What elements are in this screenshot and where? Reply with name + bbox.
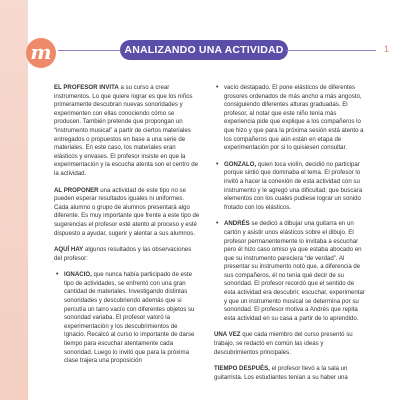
paragraph-body: el profesor llevó a la sala un guitarrista. Los estudiantes tenían a su haber una bbox=[214, 365, 348, 381]
bullet-item-ignacio bbox=[54, 271, 200, 366]
paragraph-lead: EL PROFESOR INVITA bbox=[54, 84, 119, 91]
text-column-right bbox=[214, 84, 366, 382]
paragraph bbox=[214, 331, 366, 357]
paragraph-lead: TIEMPO DESPUÉS, bbox=[214, 365, 270, 373]
bullet-lead: GONZALO, bbox=[224, 160, 257, 168]
bullet-body: se dedicó a dibujar una guitarra en un cartón y asistir unos elásticos sobre el dibujo. El profesor permanentemente lo invitaba a escuchar pero él hizo caso omiso ya que estaba abocado en que su instrumento pareciera “de verdad”. Al presentar su instrumento notó que, a diferencia de sus compañeros, él no tenía qué decir de su sonoridad. El profesor recordó que el sentido de esta actividad era descubrir, escuchar, experimentar y que un instrumento musical se determina por su sonoridad. El profesor motiva a Andrés que repita esta actividad en su casa a partir de lo aprendido. bbox=[224, 220, 365, 322]
paragraph bbox=[54, 246, 200, 263]
paragraph-body: una actividad de este tipo no se pueden esperar resultados iguales ni uniformes. Cada alumno o grupo de alumnos presentará algo diferente. Es muy importante que frente a este tipo de sugerencias el profesor esté atento al proceso y esté dispuesto a ayudar, sugerir y alentar a sus alumnos. bbox=[54, 186, 200, 237]
section-title: ANALIZANDO UNA ACTIVIDAD bbox=[124, 44, 284, 56]
paragraph-lead: UNA VEZ bbox=[214, 331, 241, 339]
paragraph bbox=[214, 365, 366, 382]
bullet-lead: ANDRÉS bbox=[224, 220, 250, 228]
bullet-body: que nunca había participado de este tipo de actividades, se enfrentó con una gran cantidad de materiales. Investigando distintas sonoridades y descubriendo además que si percutía un tarro vacío con diferentes objetos su sonoridad variaba. El profesor valoró la experimentación y los descubrimientos de Ignacio. Recalcó al curso lo importante de darse tiempo para escuchar atentamente cada sonoridad. Luego lo invitó que para la próxima clase trajera una proposición bbox=[64, 271, 195, 365]
paragraph-lead: AQUÍ HAY bbox=[54, 246, 84, 254]
bullet-continuation bbox=[214, 84, 366, 153]
header-rule-right bbox=[286, 50, 376, 51]
bullet-item-andres bbox=[214, 220, 366, 323]
paragraph-body: a su curso a crear instrumentos. Lo que quiere lograr es que los niños primeramente descubran nuevas sonoridades y experimenten con ellas conociendo cómo se producen. También pretende que propongan un “instrumento musical” a partir de ciertos materiales entregados o propuestos en base a una serie de materiales. En este caso, los materiales eran elásticos y envases. El profesor insiste en que la experimentación y la escucha atenta son el centro de la actividad. bbox=[54, 84, 198, 177]
decorative-side-band bbox=[0, 0, 28, 400]
bullet-lead: IGNACIO, bbox=[64, 271, 92, 279]
paragraph bbox=[54, 187, 200, 239]
logo-circle-icon bbox=[26, 38, 56, 68]
paragraph-body: algunos resultados y las observaciones del profesor: bbox=[54, 246, 192, 262]
text-column-left bbox=[54, 84, 200, 366]
bullet-body: vacío destapado. El pone elásticos de diferentes grosores ordenados de más ancho a más angosto, consiguiendo diferentes alturas graduadas. El profesor, al notar que este niño tenía más experiencia pide que explique a los compañeros lo que hizo y que para la próxima sesión está atento a los compañeros que aún están en etapa de experimentación por si lo quisiesen consultar. bbox=[224, 84, 364, 152]
paragraph-lead: AL PROPONER bbox=[54, 186, 99, 194]
header-rule-left bbox=[58, 50, 120, 51]
page-number: 1 bbox=[384, 44, 390, 54]
paragraph-body: que cada miembro del curso presentó su trabajo, se redactó en común las ideas y descubrimientos principales. bbox=[214, 331, 353, 356]
paragraph bbox=[54, 84, 200, 179]
bullet-item-gonzalo bbox=[214, 161, 366, 213]
section-title-banner bbox=[120, 40, 288, 60]
bullet-body: quien toca violín, decidió no participar porque sintió que dominaba el tema. El profesor lo invitó a hacer la conexión de esta actividad con su instrumento y le agregó una dificultad; que buscara elementos con los cuales pudiese lograr un sonido frotado con los elásticos. bbox=[224, 160, 363, 211]
logo-letter: m bbox=[30, 39, 52, 64]
